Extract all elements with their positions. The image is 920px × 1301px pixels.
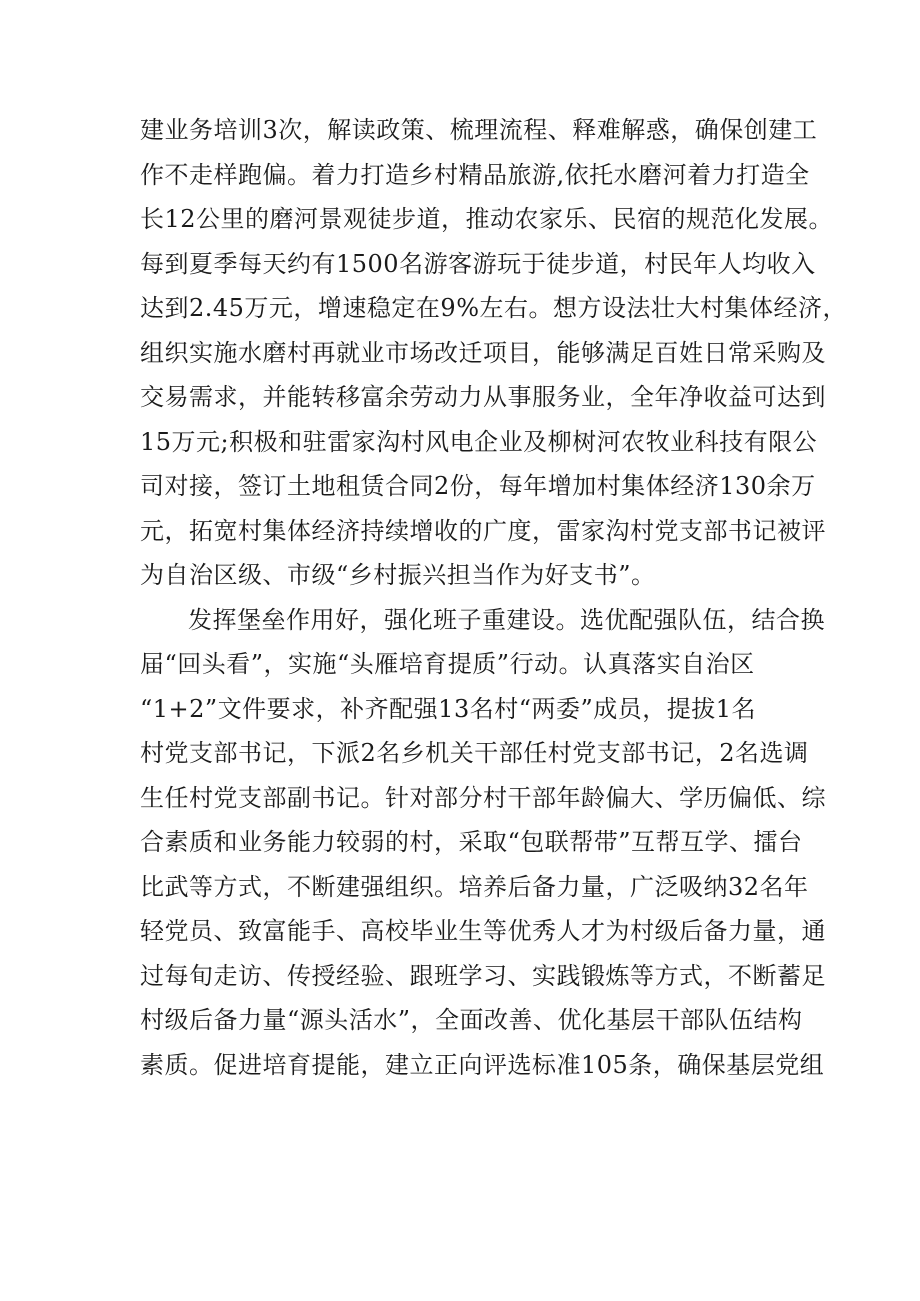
text-line: 村级后备力量“源头活水”，全面改善、优化基层干部队伍结构 xyxy=(140,1006,803,1034)
text-line: 交易需求，并能转移富余劳动力从事服务业，全年净收益可达到 xyxy=(140,383,826,411)
body-text xyxy=(140,108,848,1087)
text-line: 建业务培训3次，解读政策、梳理流程、释难解惑，确保创建工 xyxy=(140,116,818,144)
text-line: 比武等方式，不断建强组织。培养后备力量，广泛吸纳32名年 xyxy=(140,872,809,901)
text-line: 发挥堡垒作用好，强化班子重建设。选优配强队伍，结合换 xyxy=(188,605,825,634)
text-line: 每到夏季每天约有1500名游客游玩于徒步道，村民年人均收入 xyxy=(140,249,816,278)
text-line: 轻党员、致富能手、高校毕业生等优秀人才为村级后备力量，通 xyxy=(140,917,826,945)
text-line: 生任村党支部副书记。针对部分村干部年龄偏大、学历偏低、综 xyxy=(140,783,826,812)
text-line: 过每旬走访、传授经验、跟班学习、实践锻炼等方式，不断蓄足 xyxy=(140,961,826,990)
text-line: 素质。促进培育提能，建立正向评选标准105条，确保基层党组 xyxy=(140,1050,825,1079)
text-line: 达到2.45万元，增速稳定在9%左右。想方设法壮大村集体经济， xyxy=(140,294,848,322)
text-line: 元，拓宽村集体经济持续增收的广度，雷家沟村党支部书记被评 xyxy=(140,516,826,545)
text-line: 15万元;积极和驻雷家沟村风电企业及柳树河农牧业科技有限公 xyxy=(140,427,818,456)
paragraph-1 xyxy=(140,108,848,598)
text-line: 合素质和业务能力较弱的村，采取“包联帮带”互帮互学、擂台 xyxy=(140,828,803,856)
paragraph-2 xyxy=(140,598,826,1088)
text-line: 司对接，签订土地租赁合同2份，每年增加村集体经济130余万 xyxy=(140,472,816,500)
text-line: 长12公里的磨河景观徒步道，推动农家乐、民宿的规范化发展。 xyxy=(140,205,834,233)
text-line: 为自治区级、市级“乡村振兴担当作为好支书”。 xyxy=(140,561,656,589)
text-line: 村党支部书记，下派2名乡机关干部任村党支部书记，2名选调 xyxy=(140,739,809,767)
text-line: 届“回头看”，实施“头雁培育提质”行动。认真落实自治区 xyxy=(140,650,755,678)
text-line: 组织实施水磨村再就业市场改迁项目，能够满足百姓日常采购及 xyxy=(140,338,826,367)
text-line: “1+2”文件要求，补齐配强13名村“两委”成员，提拔1名 xyxy=(140,694,757,723)
text-line: 作不走样跑偏。着力打造乡村精品旅游,依托水磨河着力打造全 xyxy=(140,160,810,189)
